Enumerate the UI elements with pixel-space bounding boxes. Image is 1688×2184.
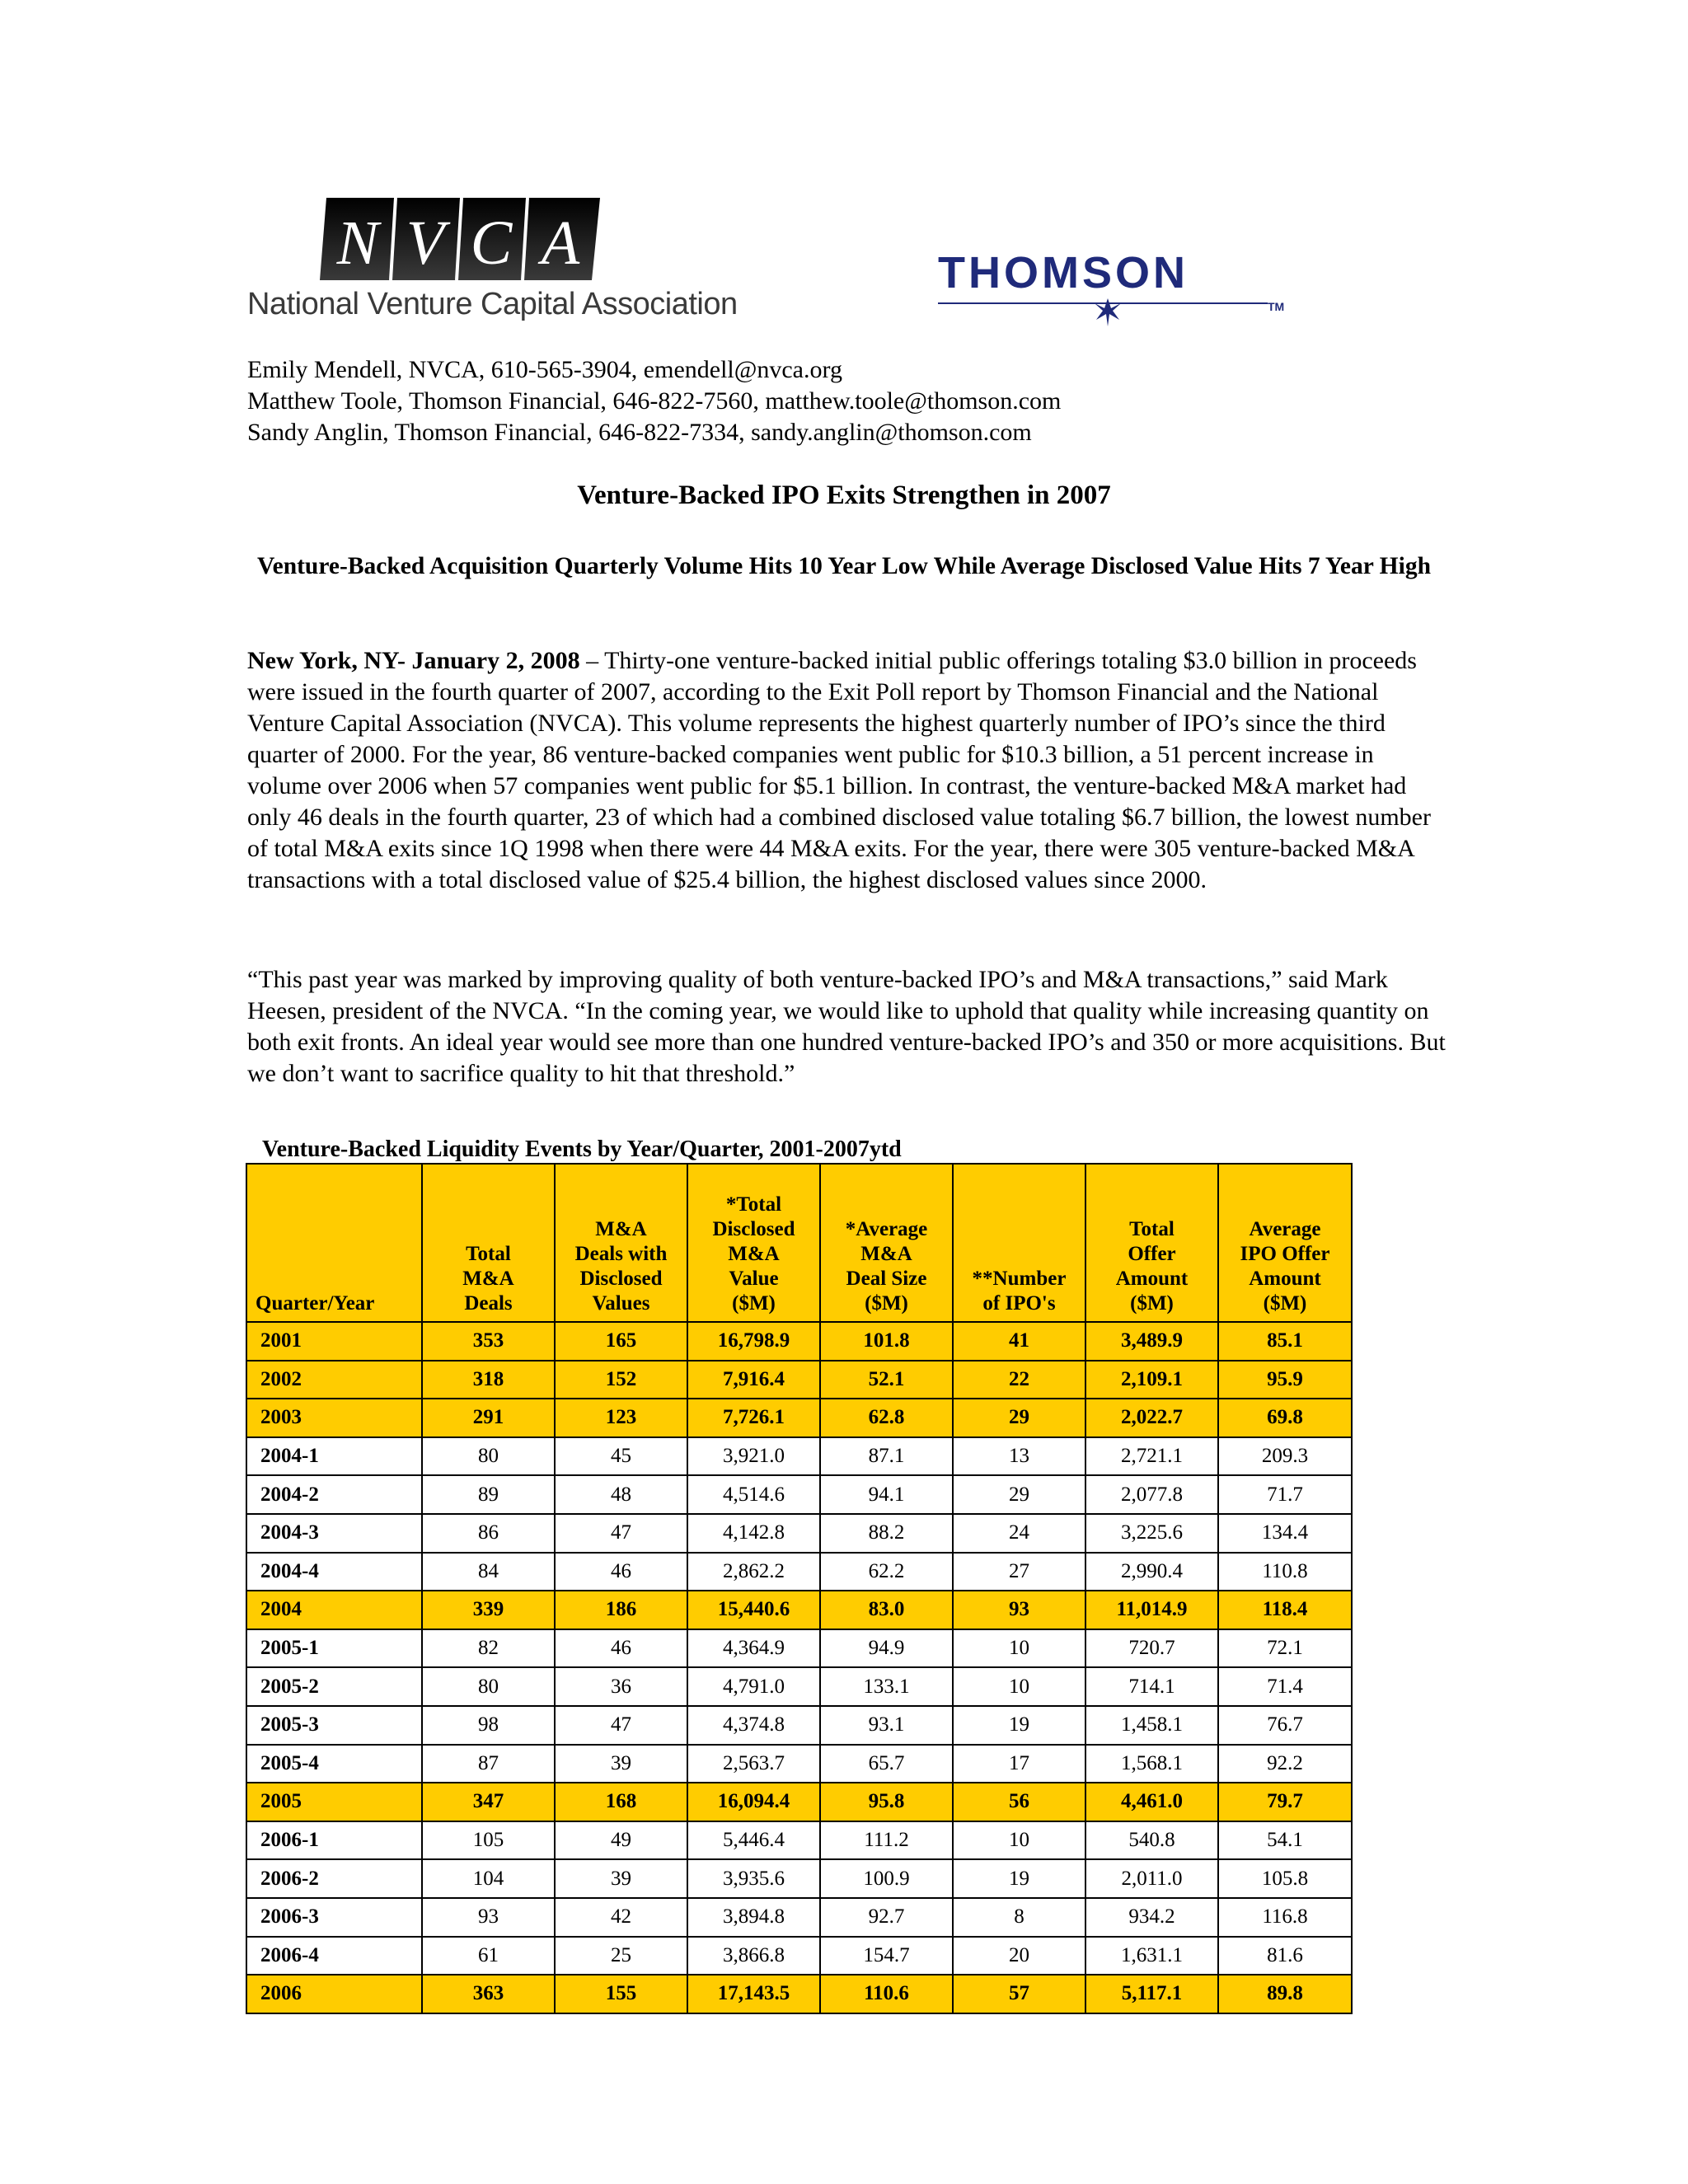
column-header-line: Amount [1249,1268,1321,1290]
nvca-letter-n: N [336,209,379,278]
value-cell: 95.8 [820,1783,953,1821]
table-row-quarter [246,1667,1352,1706]
column-header-line: ($M) [1263,1292,1307,1315]
value-cell: 3,894.8 [687,1898,820,1937]
value-cell: 65.7 [820,1745,953,1783]
column-header-line: ($M) [1130,1292,1174,1315]
table-row-annual [246,1322,1352,1361]
column-header-line: *Total [725,1193,782,1216]
value-cell: 46 [555,1553,687,1591]
value-cell: 118.4 [1218,1591,1352,1629]
thomson-trademark: TM [1268,300,1285,313]
value-cell: 25 [555,1937,687,1975]
period-cell: 2005-3 [246,1706,422,1745]
value-cell: 46 [555,1629,687,1668]
table-row-quarter [246,1437,1352,1476]
column-header-line: Offer [1128,1243,1176,1265]
value-cell: 116.8 [1218,1898,1352,1937]
value-cell: 5,446.4 [687,1821,820,1860]
value-cell: 186 [555,1591,687,1629]
period-cell: 2006-3 [246,1898,422,1937]
value-cell: 2,721.1 [1085,1437,1218,1476]
value-cell: 94.9 [820,1629,953,1668]
nvca-logo [247,198,738,326]
value-cell: 89.8 [1218,1975,1352,2013]
value-cell: 3,866.8 [687,1937,820,1975]
value-cell: 42 [555,1898,687,1937]
value-cell: 62.2 [820,1553,953,1591]
value-cell: 61 [422,1937,555,1975]
value-cell: 110.6 [820,1975,953,2013]
table-row-annual [246,1591,1352,1629]
value-cell: 22 [953,1361,1085,1399]
column-header [1085,1164,1218,1322]
value-cell: 165 [555,1322,687,1361]
value-cell: 83.0 [820,1591,953,1629]
dateline: New York, NY- January 2, 2008 [247,647,580,674]
value-cell: 16,798.9 [687,1322,820,1361]
thomson-star-icon [938,298,1268,331]
value-cell: 76.7 [1218,1706,1352,1745]
column-header [687,1164,820,1322]
value-cell: 48 [555,1475,687,1514]
period-cell: 2006-4 [246,1937,422,1975]
value-cell: 69.8 [1218,1399,1352,1437]
column-header-line: Deals with [574,1243,668,1265]
column-header-line: Values [592,1292,650,1315]
contact-line: Sandy Anglin, Thomson Financial, 646-822-7334, sandy.anglin@thomson.com [247,419,1032,446]
value-cell: 81.6 [1218,1937,1352,1975]
column-header-line: IPO Offer [1240,1243,1330,1265]
value-cell: 540.8 [1085,1821,1218,1860]
liquidity-events-table [246,1163,1353,2014]
value-cell: 29 [953,1475,1085,1514]
value-cell: 47 [555,1514,687,1553]
value-cell: 15,440.6 [687,1591,820,1629]
value-cell: 95.9 [1218,1361,1352,1399]
value-cell: 87.1 [820,1437,953,1476]
period-cell: 2003 [246,1399,422,1437]
column-header-line: Total [466,1243,511,1265]
period-cell: 2005-2 [246,1667,422,1706]
value-cell: 4,364.9 [687,1629,820,1668]
table-row-annual [246,1399,1352,1437]
table-row-quarter [246,1475,1352,1514]
table-body [246,1322,1352,2013]
value-cell: 17 [953,1745,1085,1783]
value-cell: 3,935.6 [687,1859,820,1898]
value-cell: 92.2 [1218,1745,1352,1783]
period-cell: 2005-4 [246,1745,422,1783]
body-paragraph-1 [247,645,1451,896]
column-header-line: Amount [1115,1268,1189,1290]
nvca-letter-v: V [406,209,445,278]
value-cell: 20 [953,1937,1085,1975]
value-cell: 19 [953,1859,1085,1898]
value-cell: 353 [422,1322,555,1361]
period-cell: 2006-2 [246,1859,422,1898]
table-row-quarter [246,1706,1352,1745]
nvca-letter-a: A [541,209,580,278]
table-row-quarter [246,1629,1352,1668]
period-cell: 2004 [246,1591,422,1629]
value-cell: 93.1 [820,1706,953,1745]
value-cell: 347 [422,1783,555,1821]
value-cell: 339 [422,1591,555,1629]
value-cell: 2,563.7 [687,1745,820,1783]
period-cell: 2002 [246,1361,422,1399]
value-cell: 72.1 [1218,1629,1352,1668]
value-cell: 54.1 [1218,1821,1352,1860]
value-cell: 62.8 [820,1399,953,1437]
column-header [820,1164,953,1322]
column-header-line: M&A [860,1243,912,1265]
value-cell: 39 [555,1745,687,1783]
value-cell: 89 [422,1475,555,1514]
value-cell: 2,011.0 [1085,1859,1218,1898]
value-cell: 39 [555,1859,687,1898]
value-cell: 4,514.6 [687,1475,820,1514]
period-cell: 2006 [246,1975,422,2013]
value-cell: 94.1 [820,1475,953,1514]
value-cell: 152 [555,1361,687,1399]
value-cell: 155 [555,1975,687,2013]
value-cell: 1,631.1 [1085,1937,1218,1975]
value-cell: 133.1 [820,1667,953,1706]
column-header-line: M&A [728,1243,780,1265]
period-cell: 2001 [246,1322,422,1361]
value-cell: 4,374.8 [687,1706,820,1745]
contact-list [247,354,1061,448]
column-header-line: of IPO's [982,1292,1056,1315]
value-cell: 92.7 [820,1898,953,1937]
value-cell: 16,094.4 [687,1783,820,1821]
column-header-line: Average [1249,1218,1321,1240]
column-header-line: Deals [464,1292,513,1315]
value-cell: 134.4 [1218,1514,1352,1553]
value-cell: 80 [422,1437,555,1476]
column-header-line: M&A [462,1268,514,1290]
table-title: Venture-Backed Liquidity Events by Year/Quarter, 2001-2007ytd [262,1137,902,1162]
table-row-annual [246,1783,1352,1821]
value-cell: 47 [555,1706,687,1745]
press-release-subtitle: Venture-Backed Acquisition Quarterly Volume Hits 10 Year Low While Average Disclosed Value Hits 7 Year High [257,553,1431,579]
table-row-quarter [246,1514,1352,1553]
contact-line: Emily Mendell, NVCA, 610-565-3904, emendell@nvca.org [247,356,842,383]
table-row-quarter [246,1859,1352,1898]
value-cell: 291 [422,1399,555,1437]
column-header-line: Disclosed [579,1268,663,1290]
value-cell: 4,461.0 [1085,1783,1218,1821]
column-header [953,1164,1085,1322]
column-header [1218,1164,1352,1322]
table-row-quarter [246,1745,1352,1783]
value-cell: 209.3 [1218,1437,1352,1476]
value-cell: 82 [422,1629,555,1668]
value-cell: 57 [953,1975,1085,2013]
value-cell: 80 [422,1667,555,1706]
value-cell: 5,117.1 [1085,1975,1218,2013]
period-cell: 2004-3 [246,1514,422,1553]
value-cell: 104 [422,1859,555,1898]
column-header [422,1164,555,1322]
column-header [555,1164,687,1322]
value-cell: 88.2 [820,1514,953,1553]
value-cell: 98 [422,1706,555,1745]
value-cell: 2,990.4 [1085,1553,1218,1591]
value-cell: 7,726.1 [687,1399,820,1437]
value-cell: 720.7 [1085,1629,1218,1668]
value-cell: 19 [953,1706,1085,1745]
value-cell: 29 [953,1399,1085,1437]
column-header-line: *Average [845,1218,928,1240]
period-cell: 2005-1 [246,1629,422,1668]
value-cell: 100.9 [820,1859,953,1898]
value-cell: 1,458.1 [1085,1706,1218,1745]
value-cell: 714.1 [1085,1667,1218,1706]
value-cell: 101.8 [820,1322,953,1361]
value-cell: 45 [555,1437,687,1476]
body-paragraph-2: “This past year was marked by improving quality of both venture-backed IPO’s and M&A transactions,” said Mark Heesen, president of the NVCA. “In the coming year, we would like to uphold that quality while increasing quantity on both exit fronts. An ideal year would see more than one hundred venture-backed IPO’s and 350 or more acquisitions. But we don’t want to sacrifice quality to hit that threshold.” [247,966,1446,1087]
value-cell: 111.2 [820,1821,953,1860]
value-cell: 1,568.1 [1085,1745,1218,1783]
column-header-line: Disclosed [712,1218,795,1240]
paragraph-1-text: – Thirty-one venture-backed initial public offerings totaling $3.0 billion in proceeds were issued in the fourth quarter of 2007, according to the Exit Poll report by Thomson Financial and the National Venture Capital Association (NVCA). This volume represents the highest quarterly number of IPO’s since the third quarter of 2000. For the year, 86 venture-backed companies went public for $10.3 billion, a 51 percent increase in volume over 2006 when 57 companies went public for $5.1 billion. In contrast, the venture-backed M&A market had only 46 deals in the fourth quarter, 23 of which had a combined disclosed value totaling $6.7 billion, the lowest number of total M&A exits since 1Q 1998 when there were 44 M&A exits. For the year, there were 305 venture-backed M&A transactions with a total disclosed value of $25.4 billion, the highest disclosed values since 2000. [247,647,1431,893]
value-cell: 86 [422,1514,555,1553]
value-cell: 3,225.6 [1085,1514,1218,1553]
value-cell: 110.8 [1218,1553,1352,1591]
press-release-title: Venture-Backed IPO Exits Strengthen in 2007 [577,480,1111,510]
value-cell: 13 [953,1437,1085,1476]
value-cell: 41 [953,1322,1085,1361]
value-cell: 4,791.0 [687,1667,820,1706]
value-cell: 10 [953,1629,1085,1668]
value-cell: 105 [422,1821,555,1860]
value-cell: 3,489.9 [1085,1322,1218,1361]
column-header-line: ($M) [732,1292,776,1315]
table-row-quarter [246,1821,1352,1860]
value-cell: 105.8 [1218,1859,1352,1898]
value-cell: 93 [953,1591,1085,1629]
value-cell: 93 [422,1898,555,1937]
value-cell: 123 [555,1399,687,1437]
value-cell: 84 [422,1553,555,1591]
value-cell: 2,109.1 [1085,1361,1218,1399]
period-cell: 2006-1 [246,1821,422,1860]
column-header-line: Value [729,1268,779,1290]
value-cell: 85.1 [1218,1322,1352,1361]
value-cell: 2,077.8 [1085,1475,1218,1514]
value-cell: 36 [555,1667,687,1706]
value-cell: 49 [555,1821,687,1860]
value-cell: 7,916.4 [687,1361,820,1399]
nvca-letter-c: C [470,209,513,278]
value-cell: 3,921.0 [687,1437,820,1476]
value-cell: 71.7 [1218,1475,1352,1514]
table-row-quarter [246,1898,1352,1937]
value-cell: 2,022.7 [1085,1399,1218,1437]
value-cell: 363 [422,1975,555,2013]
column-header [246,1164,422,1322]
value-cell: 71.4 [1218,1667,1352,1706]
thomson-logo-wordmark: THOMSON [938,248,1189,298]
period-cell: 2004-2 [246,1475,422,1514]
value-cell: 934.2 [1085,1898,1218,1937]
value-cell: 8 [953,1898,1085,1937]
value-cell: 4,142.8 [687,1514,820,1553]
value-cell: 27 [953,1553,1085,1591]
period-cell: 2004-1 [246,1437,422,1476]
column-header-line: M&A [595,1218,647,1240]
table-row-quarter [246,1553,1352,1591]
thomson-logo [938,247,1301,330]
period-cell: 2005 [246,1783,422,1821]
contact-line: Matthew Toole, Thomson Financial, 646-822-7560, matthew.toole@thomson.com [247,387,1062,415]
value-cell: 168 [555,1783,687,1821]
nvca-letter-blocks [320,198,600,280]
value-cell: 87 [422,1745,555,1783]
column-header-line: ($M) [865,1292,908,1315]
period-cell: 2004-4 [246,1553,422,1591]
value-cell: 10 [953,1667,1085,1706]
column-header-line: **Number [972,1268,1067,1290]
table-row-annual [246,1975,1352,2013]
value-cell: 154.7 [820,1937,953,1975]
value-cell: 10 [953,1821,1085,1860]
column-header-line: Deal Size [846,1268,927,1290]
table-row-quarter [246,1937,1352,1975]
nvca-logo-subtitle: National Venture Capital Association [247,287,738,321]
table-header-row [246,1164,1352,1322]
value-cell: 17,143.5 [687,1975,820,2013]
value-cell: 2,862.2 [687,1553,820,1591]
column-header-line: Total [1129,1218,1175,1240]
value-cell: 24 [953,1514,1085,1553]
value-cell: 56 [953,1783,1085,1821]
value-cell: 11,014.9 [1085,1591,1218,1629]
table-row-annual [246,1361,1352,1399]
value-cell: 318 [422,1361,555,1399]
value-cell: 79.7 [1218,1783,1352,1821]
column-header-line: Quarter/Year [256,1292,375,1315]
value-cell: 52.1 [820,1361,953,1399]
